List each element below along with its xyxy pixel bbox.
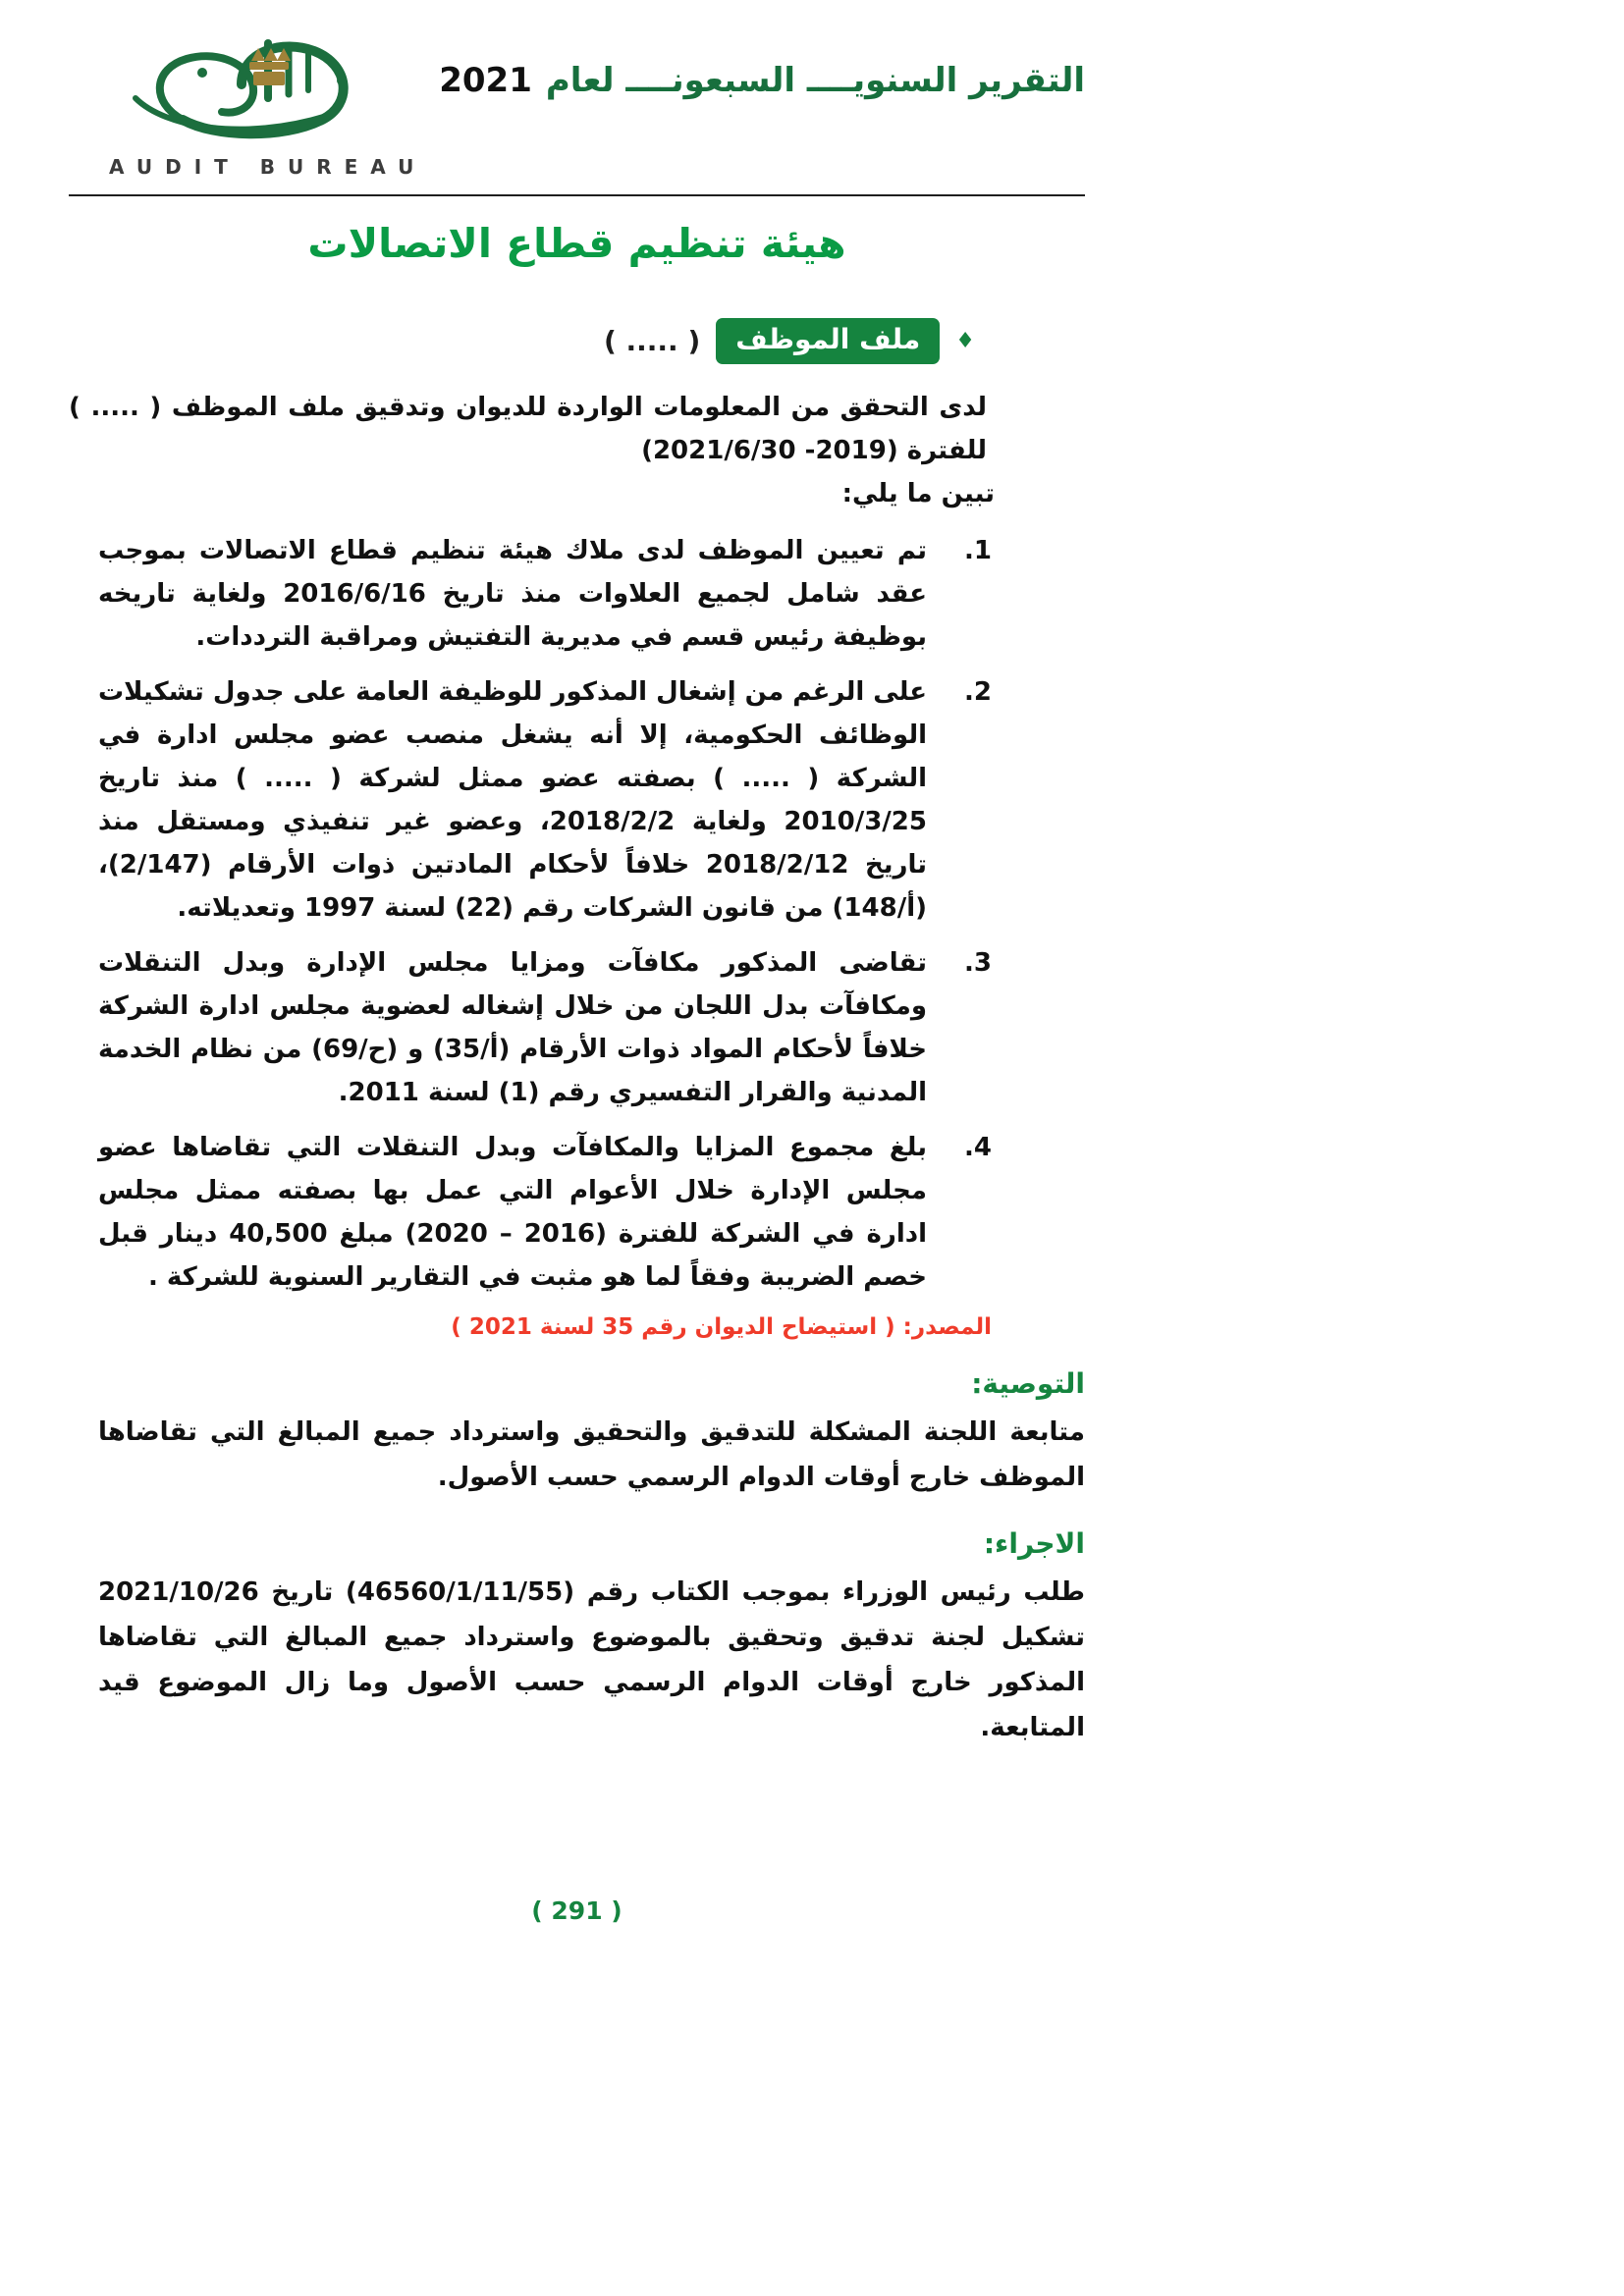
section-heading [69, 318, 1085, 364]
diamond-bullet-icon: ♦ [955, 328, 975, 353]
finding-number: 2. [964, 677, 992, 707]
finding-text: على الرغم من إشغال المذكور للوظيفة العامة على جدول تشكيلات الوظائف الحكومية، إلا أنه يشغل منصب عضو مجلس ادارة في الشركة ( ..... ) بصفته عضو ممثل لشركة ( ..... ) منذ تاريخ 2010/3/25 ولغاية 2018/2/2، وعضو غير تنفيذي ومستقل منذ تاريخ 2018/2/12 خلافاً لأحكام المادتين ذوات الأرقام (2/147)، (أ/148) من قانون الشركات رقم (22) لسنة 1997 وتعديلاته. [98, 677, 928, 923]
logo-calligraphy-icon [96, 22, 391, 147]
report-year: 2021 [439, 61, 532, 100]
recommendation-heading: التوصية: [971, 1367, 1085, 1400]
finding-text: تم تعيين الموظف لدى ملاك هيئة تنظيم قطاع الاتصالات بموجب عقد شامل لجميع العلاوات منذ تاريخ 2016/6/16 ولغاية تاريخه بوظيفة رئيس قسم في مديرية التفتيش ومراقبة الترددات. [98, 536, 927, 652]
report-title [439, 61, 1085, 100]
audit-bureau-logo [96, 22, 427, 179]
procedure-heading: الاجراء: [983, 1527, 1085, 1560]
section-label-badge: ملف الموظف [716, 318, 940, 364]
report-title-arabic: التقرير السنويــــ السبعونــــ لعام [545, 61, 1085, 100]
finding-number: 3. [964, 948, 992, 978]
intro-paragraph [69, 386, 1085, 515]
findings-list [69, 529, 1085, 1299]
page-header [69, 0, 1085, 194]
finding-item [98, 1126, 992, 1299]
section-label-suffix: ( ..... ) [603, 325, 701, 357]
finding-item [98, 941, 992, 1114]
recommendation-text: متابعة اللجنة المشكلة للتدقيق والتحقيق واسترداد جميع المبالغ التي تقاضاها الموظف خارج أوقات الدوام الرسمي حسب الأصول. [98, 1417, 1085, 1492]
finding-number: 4. [964, 1133, 992, 1162]
document-title: هيئة تنظيم قطاع الاتصالات [307, 220, 846, 267]
source-note: المصدر: ( استيضاح الديوان رقم 35 لسنة 2021 ) [451, 1314, 992, 1340]
page-number: ( 291 ) [531, 1896, 623, 1925]
intro-line1: لدى التحقق من المعلومات الواردة للديوان وتدقيق ملف الموظف ( ..... ) للفترة (2019- 2021/6/30) [69, 393, 987, 465]
crown-emblem-icon [249, 48, 291, 85]
header-rule [69, 194, 1085, 196]
procedure-text: طلب رئيس الوزراء بموجب الكتاب رقم (46560/1/11/55) تاريخ 2021/10/26 تشكيل لجنة تدقيق وتحقيق بالموضوع واسترداد جميع المبالغ التي تقاضاها المذكور خارج أوقات الدوام الرسمي حسب الأصول وما زال الموضوع قيد المتابعة. [98, 1577, 1086, 1742]
finding-text: بلغ مجموع المزايا والمكافآت وبدل التنقلات التي تقاضاها عضو مجلس الإدارة خلال الأعوام التي عمل بها بصفته ممثل مجلس ادارة في الشركة للفترة (2016 – 2020) مبلغ 40,500 دينار قبل خصم الضريبة وفقاً لما هو مثبت في التقارير السنوية للشركة . [98, 1133, 927, 1292]
finding-number: 1. [964, 536, 992, 565]
finding-text: تقاضى المذكور مكافآت ومزايا مجلس الإدارة وبدل التنقلات ومكافآت بدل اللجان من خلال إشغاله لعضوية مجلس ادارة الشركة خلافاً لأحكام المواد ذوات الأرقام (أ/35) و (ح/69) من نظام الخدمة المدنية والقرار التفسيري رقم (1) لسنة 2011. [98, 948, 927, 1107]
page-content [69, 0, 1085, 1750]
logo-caption: AUDIT BUREAU [109, 155, 427, 179]
finding-item [98, 529, 992, 659]
intro-line2: تبين ما يلي: [841, 479, 995, 508]
finding-item [98, 670, 992, 930]
